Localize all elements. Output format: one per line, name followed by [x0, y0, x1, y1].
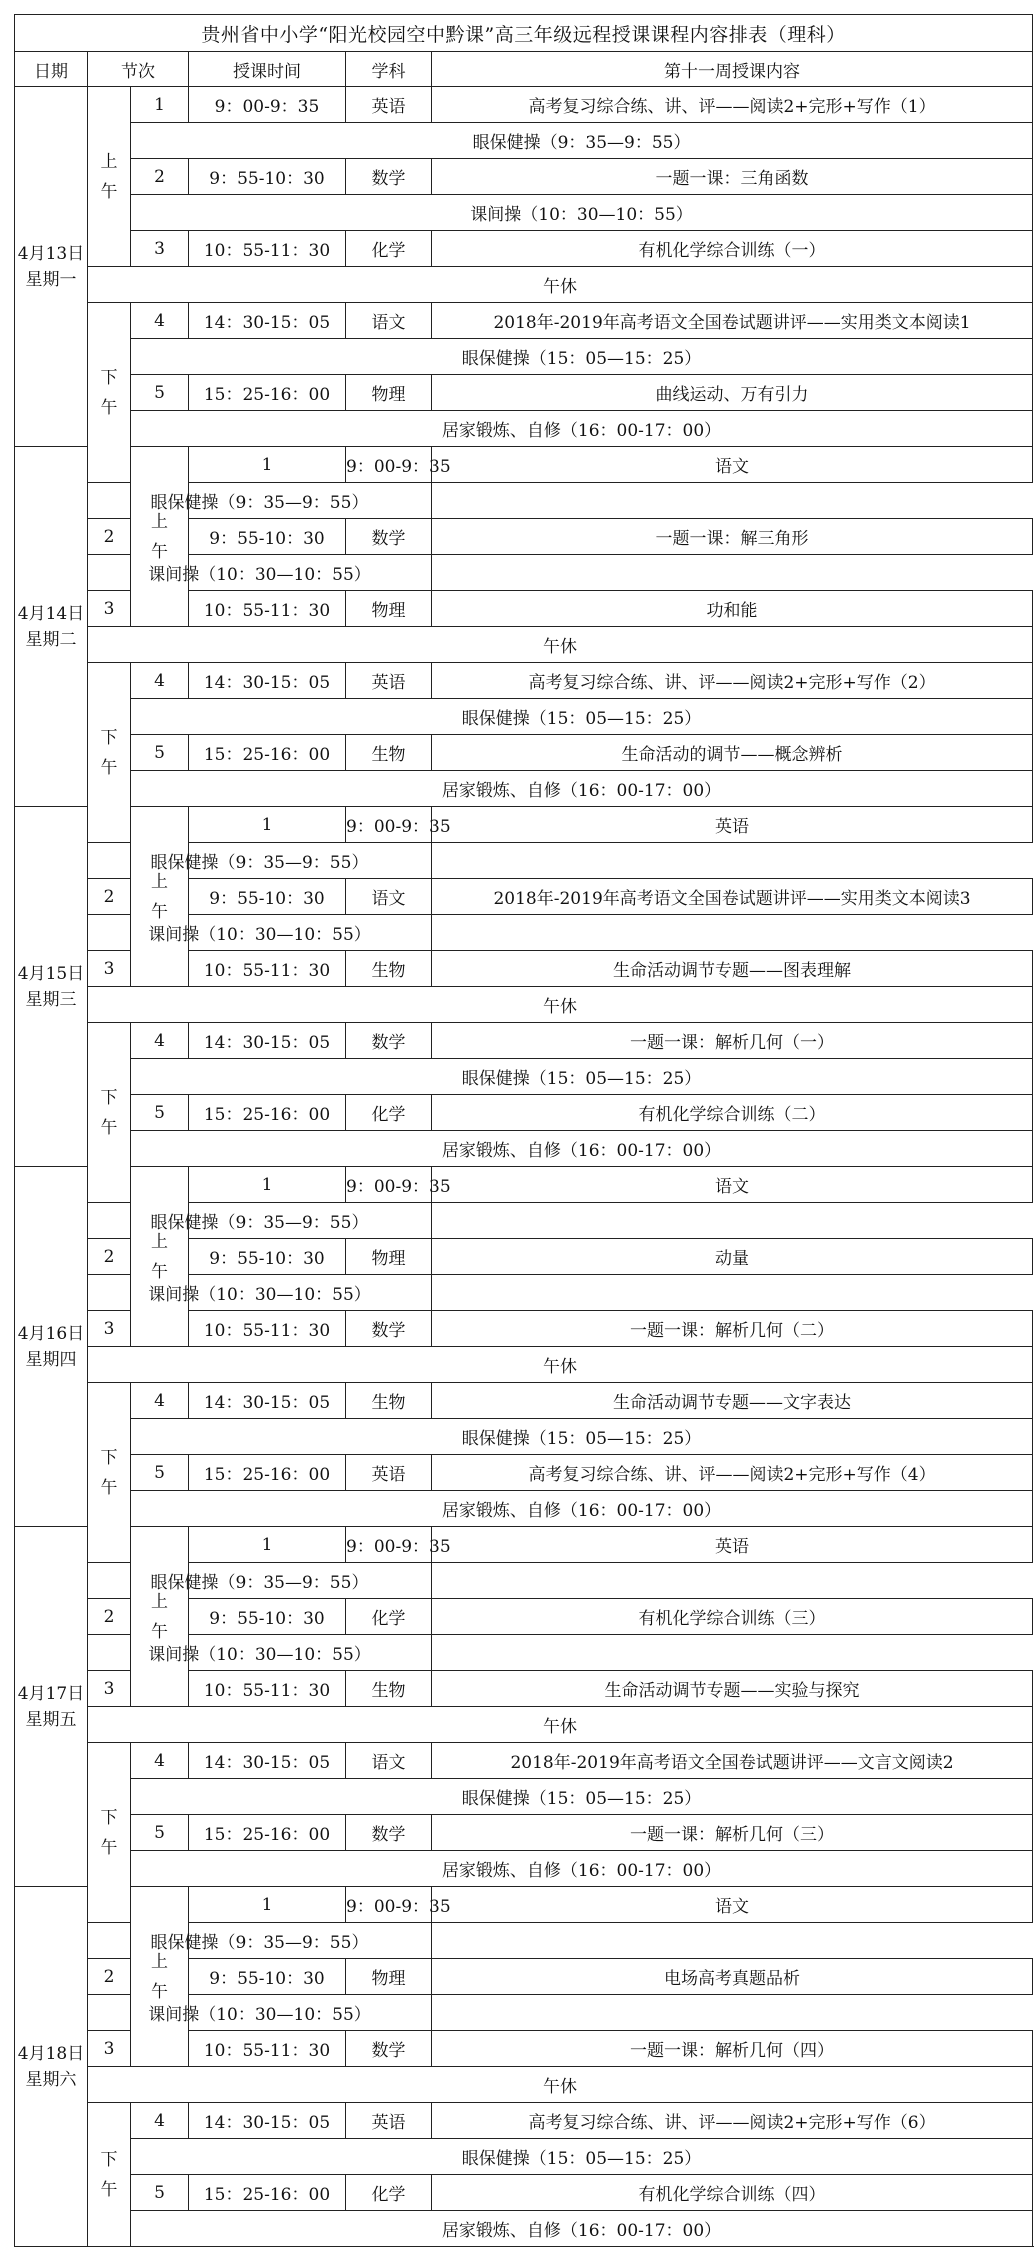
self-study-text: 居家锻炼、自修（16：00-17：00）: [131, 411, 1033, 447]
class-content: 一题一课：解析几何（一）: [432, 1023, 1033, 1059]
break-text: 眼保健操（9：35—9：55）: [88, 1563, 432, 1599]
period-number: 5: [131, 375, 189, 411]
self-study-row: [15, 771, 1033, 807]
class-content: 高考复习综合练、讲、评——阅读2+完形+写作（4）: [432, 1455, 1033, 1491]
class-time: 9：55-10：30: [189, 1599, 346, 1635]
class-time: 15：25-16：00: [189, 735, 346, 771]
class-row: [15, 303, 1033, 339]
class-time: 9：00-9：35: [189, 87, 346, 123]
half-day-char: 下: [100, 1807, 118, 1828]
class-subject: 物理: [346, 1959, 432, 1995]
period-number: 2: [88, 519, 131, 555]
half-day-char: 午: [151, 1981, 168, 2002]
afternoon-label: [88, 1743, 131, 1923]
class-subject: 生物: [346, 1383, 432, 1419]
break-row: [15, 555, 1033, 591]
class-time: 9：00-9：35: [346, 1527, 432, 1563]
afternoon-label: [88, 1383, 131, 1563]
break-text: 眼保健操（15：05—15：25）: [131, 1059, 1033, 1095]
class-time: 15：25-16：00: [189, 1455, 346, 1491]
break-text: 眼保健操（15：05—15：25）: [131, 1779, 1033, 1815]
half-day-char: 下: [100, 1447, 118, 1468]
half-day-char: 下: [100, 1087, 118, 1108]
class-row: [15, 1527, 1033, 1563]
lunch-row: [15, 2067, 1033, 2103]
day-cell: [15, 807, 88, 1167]
header-time: 授课时间: [189, 52, 346, 87]
class-content: 有机化学综合训练（三）: [432, 1599, 1033, 1635]
break-text: 课间操（10：30—10：55）: [88, 1635, 432, 1671]
self-study-text: 居家锻炼、自修（16：00-17：00）: [131, 1491, 1033, 1527]
period-number: 5: [131, 1095, 189, 1131]
class-time: 10：55-11：30: [189, 2031, 346, 2067]
day-cell: [15, 1167, 88, 1527]
morning-label: [131, 1887, 189, 2067]
period-number: 1: [189, 807, 346, 843]
class-subject: 生物: [346, 1671, 432, 1707]
class-content: 有机化学综合训练（四）: [432, 2175, 1033, 2211]
break-row: [15, 2139, 1033, 2175]
class-time: 9：00-9：35: [346, 1887, 432, 1923]
period-number: 1: [189, 1167, 346, 1203]
half-day-char: 午: [151, 1261, 168, 1282]
period-number: 2: [88, 1959, 131, 1995]
class-time: 15：25-16：00: [189, 1815, 346, 1851]
class-subject: 化学: [346, 1095, 432, 1131]
class-time: 15：25-16：00: [189, 2175, 346, 2211]
page-title: 贵州省中小学“阳光校园空中黔课”高三年级远程授课课程内容排表（理科）: [15, 15, 1033, 52]
class-subject: 语文: [346, 1743, 432, 1779]
class-row: [15, 1023, 1033, 1059]
class-time: 14：30-15：05: [189, 1743, 346, 1779]
period-number: 3: [88, 951, 131, 987]
class-subject: 英语: [346, 1455, 432, 1491]
half-day-char: 下: [100, 727, 118, 748]
class-content: 2018年-2019年高考语文全国卷试题讲评——实用类文本阅读1: [432, 303, 1033, 339]
class-time: 14：30-15：05: [189, 1383, 346, 1419]
class-time: 9：55-10：30: [189, 519, 346, 555]
half-day-char: 午: [100, 1477, 118, 1498]
half-day-char: 午: [100, 2179, 118, 2200]
class-time: 14：30-15：05: [189, 1023, 346, 1059]
half-day-char: 上: [151, 871, 168, 892]
period-number: 4: [131, 2103, 189, 2139]
header-date: 日期: [15, 52, 88, 87]
header-period: 节次: [88, 52, 189, 87]
class-row: [15, 807, 1033, 843]
class-time: 9：55-10：30: [189, 1959, 346, 1995]
break-text: 眼保健操（9：35—9：55）: [131, 123, 1033, 159]
half-day-char: 午: [151, 901, 168, 922]
day-date: 4月16日: [17, 1323, 85, 1344]
period-number: 1: [189, 1527, 346, 1563]
class-subject: 物理: [346, 375, 432, 411]
class-row: [15, 1455, 1033, 1491]
day-date: 4月17日: [17, 1683, 85, 1704]
break-text: 眼保健操（15：05—15：25）: [131, 1419, 1033, 1455]
day-date: 4月13日: [17, 243, 85, 264]
day-weekday: 星期六: [25, 2069, 77, 2090]
self-study-row: [15, 2211, 1033, 2247]
class-time: 9：55-10：30: [189, 159, 346, 195]
break-text: 课间操（10：30—10：55）: [88, 915, 432, 951]
header-subject: 学科: [346, 52, 432, 87]
break-text: 课间操（10：30—10：55）: [88, 1275, 432, 1311]
class-time: 9：55-10：30: [189, 879, 346, 915]
period-number: 2: [88, 1239, 131, 1275]
class-content: 有机化学综合训练（二）: [432, 1095, 1033, 1131]
morning-label: [131, 1167, 189, 1347]
half-day-char: 午: [100, 1837, 118, 1858]
class-content: 2018年-2019年高考语文全国卷试题讲评——文言文阅读2: [432, 1743, 1033, 1779]
afternoon-label: [88, 303, 131, 483]
half-day-char: 上: [151, 1231, 168, 1252]
schedule-sheet: [14, 14, 1033, 2247]
day-weekday: 星期五: [25, 1709, 77, 1730]
class-subject: 化学: [346, 2175, 432, 2211]
day-cell: [15, 1887, 88, 2247]
self-study-text: 居家锻炼、自修（16：00-17：00）: [131, 1851, 1033, 1887]
lunch-text: 午休: [88, 1707, 1033, 1743]
class-row: [15, 87, 1033, 123]
schedule-table: [14, 14, 1033, 2247]
class-subject: 数学: [346, 1815, 432, 1851]
break-text: 课间操（10：30—10：55）: [88, 1995, 432, 2031]
afternoon-label: [88, 1023, 131, 1203]
class-content: 一题一课：解析几何（四）: [432, 2031, 1033, 2067]
break-text: 眼保健操（15：05—15：25）: [131, 339, 1033, 375]
lunch-text: 午休: [88, 2067, 1033, 2103]
class-subject: 数学: [346, 159, 432, 195]
break-text: 眼保健操（9：35—9：55）: [88, 1203, 432, 1239]
break-row: [15, 195, 1033, 231]
break-row: [15, 339, 1033, 375]
break-row: [15, 699, 1033, 735]
class-content: 2018年-2019年高考语文全国卷试题讲评——实用类文本阅读3: [432, 879, 1033, 915]
class-row: [15, 663, 1033, 699]
class-subject: 英语: [346, 87, 432, 123]
class-row: [15, 2103, 1033, 2139]
title-row: [15, 15, 1033, 52]
self-study-text: 居家锻炼、自修（16：00-17：00）: [131, 1131, 1033, 1167]
period-number: 2: [88, 1599, 131, 1635]
afternoon-label: [88, 663, 131, 843]
class-row: [15, 447, 1033, 483]
break-text: 眼保健操（9：35—9：55）: [88, 483, 432, 519]
period-number: 3: [88, 1311, 131, 1347]
lunch-text: 午休: [88, 627, 1033, 663]
class-time: 10：55-11：30: [189, 1311, 346, 1347]
class-row: [15, 1167, 1033, 1203]
day-weekday: 星期四: [25, 1349, 77, 1370]
class-content: 功和能: [432, 591, 1033, 627]
day-cell: [15, 87, 88, 447]
class-row: [15, 1383, 1033, 1419]
class-content: 一题一课：解析几何（三）: [432, 1815, 1033, 1851]
self-study-row: [15, 1131, 1033, 1167]
class-subject: 生物: [346, 951, 432, 987]
class-time: 10：55-11：30: [189, 591, 346, 627]
break-row: [15, 1779, 1033, 1815]
period-number: 3: [131, 231, 189, 267]
half-day-char: 下: [100, 2149, 118, 2170]
class-time: 9：00-9：35: [346, 447, 432, 483]
break-text: 眼保健操（15：05—15：25）: [131, 699, 1033, 735]
break-row: [15, 1995, 1033, 2031]
class-content: 一题一课：解析几何（二）: [432, 1311, 1033, 1347]
class-content: 高考复习综合练、讲、评——阅读2+完形+写作（1）: [432, 87, 1033, 123]
morning-label: [88, 87, 131, 267]
self-study-row: [15, 1491, 1033, 1527]
lunch-row: [15, 987, 1033, 1023]
header-row: [15, 52, 1033, 87]
day-weekday: 星期二: [25, 629, 77, 650]
period-number: 5: [131, 1815, 189, 1851]
class-time: 15：25-16：00: [189, 375, 346, 411]
lunch-row: [15, 1707, 1033, 1743]
class-row: [15, 375, 1033, 411]
lunch-row: [15, 627, 1033, 663]
class-subject: 数学: [346, 519, 432, 555]
class-time: 14：30-15：05: [189, 2103, 346, 2139]
period-number: 3: [88, 1671, 131, 1707]
self-study-text: 居家锻炼、自修（16：00-17：00）: [131, 771, 1033, 807]
half-day-char: 下: [100, 367, 118, 388]
break-row: [15, 1059, 1033, 1095]
afternoon-label: [88, 2103, 131, 2247]
period-number: 4: [131, 303, 189, 339]
class-subject: 语文: [432, 447, 1033, 483]
half-day-char: 午: [151, 1621, 168, 1642]
class-row: [15, 159, 1033, 195]
class-subject: 化学: [346, 1599, 432, 1635]
class-subject: 语文: [432, 1167, 1033, 1203]
class-subject: 英语: [346, 663, 432, 699]
class-subject: 语文: [346, 879, 432, 915]
period-number: 5: [131, 1455, 189, 1491]
lunch-text: 午休: [88, 987, 1033, 1023]
class-subject: 语文: [346, 303, 432, 339]
class-time: 14：30-15：05: [189, 303, 346, 339]
class-content: 生命活动调节专题——文字表达: [432, 1383, 1033, 1419]
class-content: 生命活动的调节——概念辨析: [432, 735, 1033, 771]
half-day-char: 上: [151, 1591, 168, 1612]
period-number: 4: [131, 1383, 189, 1419]
period-number: 4: [131, 1023, 189, 1059]
class-subject: 语文: [432, 1887, 1033, 1923]
class-content: 一题一课：三角函数: [432, 159, 1033, 195]
period-number: 4: [131, 663, 189, 699]
class-content: 高考复习综合练、讲、评——阅读2+完形+写作（6）: [432, 2103, 1033, 2139]
day-cell: [15, 1527, 88, 1887]
half-day-char: 午: [100, 757, 118, 778]
break-text: 眼保健操（15：05—15：25）: [131, 2139, 1033, 2175]
period-number: 1: [131, 87, 189, 123]
lunch-text: 午休: [88, 267, 1033, 303]
class-content: 生命活动调节专题——实验与探究: [432, 1671, 1033, 1707]
half-day-char: 午: [100, 397, 118, 418]
break-text: 眼保健操（9：35—9：55）: [88, 1923, 432, 1959]
class-subject: 生物: [346, 735, 432, 771]
class-time: 15：25-16：00: [189, 1095, 346, 1131]
class-subject: 英语: [432, 807, 1033, 843]
class-content: 有机化学综合训练（一）: [432, 231, 1033, 267]
half-day-char: 上: [151, 1951, 168, 1972]
morning-label: [131, 807, 189, 987]
class-time: 10：55-11：30: [189, 1671, 346, 1707]
break-text: 课间操（10：30—10：55）: [88, 555, 432, 591]
period-number: 5: [131, 735, 189, 771]
class-time: 14：30-15：05: [189, 663, 346, 699]
class-content: 一题一课：解三角形: [432, 519, 1033, 555]
class-time: 10：55-11：30: [189, 951, 346, 987]
class-time: 9：00-9：35: [346, 1167, 432, 1203]
class-subject: 数学: [346, 2031, 432, 2067]
self-study-row: [15, 411, 1033, 447]
class-content: 生命活动调节专题——图表理解: [432, 951, 1033, 987]
class-content: 曲线运动、万有引力: [432, 375, 1033, 411]
half-day-char: 午: [100, 181, 118, 202]
class-time: 9：55-10：30: [189, 1239, 346, 1275]
class-row: [15, 1743, 1033, 1779]
class-row: [15, 1887, 1033, 1923]
period-number: 3: [88, 591, 131, 627]
class-subject: 数学: [346, 1023, 432, 1059]
class-row: [15, 1815, 1033, 1851]
class-subject: 物理: [346, 591, 432, 627]
period-number: 3: [88, 2031, 131, 2067]
lunch-row: [15, 267, 1033, 303]
class-subject: 英语: [346, 2103, 432, 2139]
class-subject: 物理: [346, 1239, 432, 1275]
header-content: 第十一周授课内容: [432, 52, 1033, 87]
morning-label: [131, 447, 189, 627]
break-row: [15, 915, 1033, 951]
break-row: [15, 1635, 1033, 1671]
period-number: 1: [189, 447, 346, 483]
period-number: 5: [131, 2175, 189, 2211]
half-day-char: 午: [100, 1117, 118, 1138]
period-number: 2: [88, 879, 131, 915]
period-number: 1: [189, 1887, 346, 1923]
class-subject: 数学: [346, 1311, 432, 1347]
period-number: 4: [131, 1743, 189, 1779]
day-weekday: 星期三: [25, 989, 77, 1010]
self-study-row: [15, 1851, 1033, 1887]
morning-label: [131, 1527, 189, 1707]
day-weekday: 星期一: [25, 269, 77, 290]
break-row: [15, 1275, 1033, 1311]
self-study-text: 居家锻炼、自修（16：00-17：00）: [131, 2211, 1033, 2247]
class-content: 动量: [432, 1239, 1033, 1275]
class-content: 电场高考真题品析: [432, 1959, 1033, 1995]
lunch-text: 午休: [88, 1347, 1033, 1383]
half-day-char: 上: [100, 151, 118, 172]
break-row: [15, 1419, 1033, 1455]
class-row: [15, 735, 1033, 771]
period-number: 2: [131, 159, 189, 195]
class-content: 高考复习综合练、讲、评——阅读2+完形+写作（2）: [432, 663, 1033, 699]
day-date: 4月14日: [17, 603, 85, 624]
day-cell: [15, 447, 88, 807]
lunch-row: [15, 1347, 1033, 1383]
break-text: 课间操（10：30—10：55）: [131, 195, 1033, 231]
class-subject: 英语: [432, 1527, 1033, 1563]
break-row: [15, 123, 1033, 159]
class-time: 9：00-9：35: [346, 807, 432, 843]
class-time: 10：55-11：30: [189, 231, 346, 267]
class-subject: 化学: [346, 231, 432, 267]
class-row: [15, 2175, 1033, 2211]
half-day-char: 午: [151, 541, 168, 562]
class-row: [15, 1095, 1033, 1131]
day-date: 4月15日: [17, 963, 85, 984]
break-text: 眼保健操（9：35—9：55）: [88, 843, 432, 879]
day-date: 4月18日: [17, 2043, 85, 2064]
class-row: [15, 231, 1033, 267]
half-day-char: 上: [151, 511, 168, 532]
